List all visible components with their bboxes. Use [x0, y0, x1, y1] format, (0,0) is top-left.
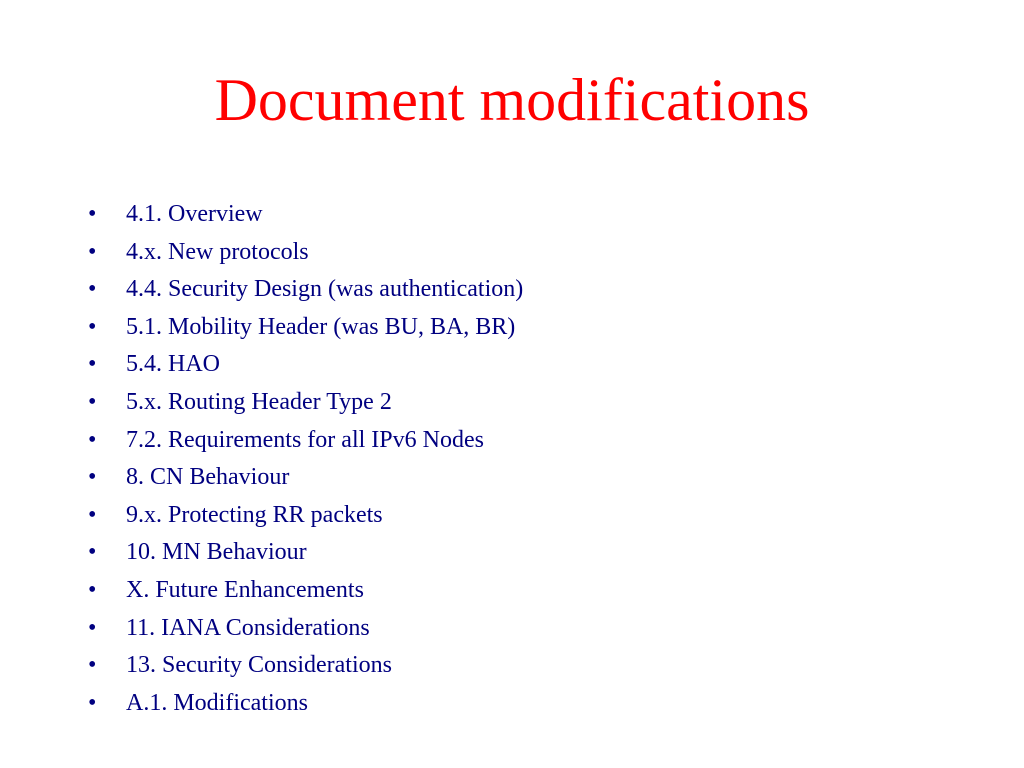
slide-title: Document modifications [214, 67, 810, 133]
bullet-icon: • [88, 652, 97, 679]
bullet-icon: • [88, 351, 97, 378]
bullet-icon: • [88, 576, 97, 603]
bullet-icon: • [88, 689, 97, 716]
list-item-text: 13. Security Considerations [126, 652, 392, 679]
list-item-text: 5.x. Routing Header Type 2 [126, 388, 392, 415]
bullet-icon: • [88, 614, 97, 641]
list-item-text: 4.4. Security Design (was authentication) [126, 276, 524, 303]
bullet-icon: • [88, 501, 97, 528]
bullet-icon: • [88, 201, 97, 227]
list-item-text: A.1. Modifications [126, 689, 308, 716]
list-item-text: 4.1. Overview [126, 201, 263, 227]
list-item-text: 8. CN Behaviour [126, 464, 290, 491]
bullet-icon: • [88, 238, 97, 265]
list-item-text: 11. IANA Considerations [126, 614, 370, 641]
bullet-icon: • [88, 276, 97, 303]
bullet-icon: • [88, 313, 97, 340]
bullet-icon: • [88, 388, 97, 415]
bullet-icon: • [88, 426, 97, 453]
list-item-text: 5.1. Mobility Header (was BU, BA, BR) [126, 313, 516, 340]
list-item-text: 9.x. Protecting RR packets [126, 501, 383, 528]
bullet-icon: • [88, 464, 97, 491]
list-item-text: X. Future Enhancements [126, 576, 364, 603]
list-item-text: 5.4. HAO [126, 351, 220, 378]
list-item-text: 4.x. New protocols [126, 238, 309, 265]
list-item-text: 10. MN Behaviour [126, 539, 307, 566]
bullet-icon: • [88, 539, 97, 566]
list-item-text: 7.2. Requirements for all IPv6 Nodes [126, 426, 484, 453]
